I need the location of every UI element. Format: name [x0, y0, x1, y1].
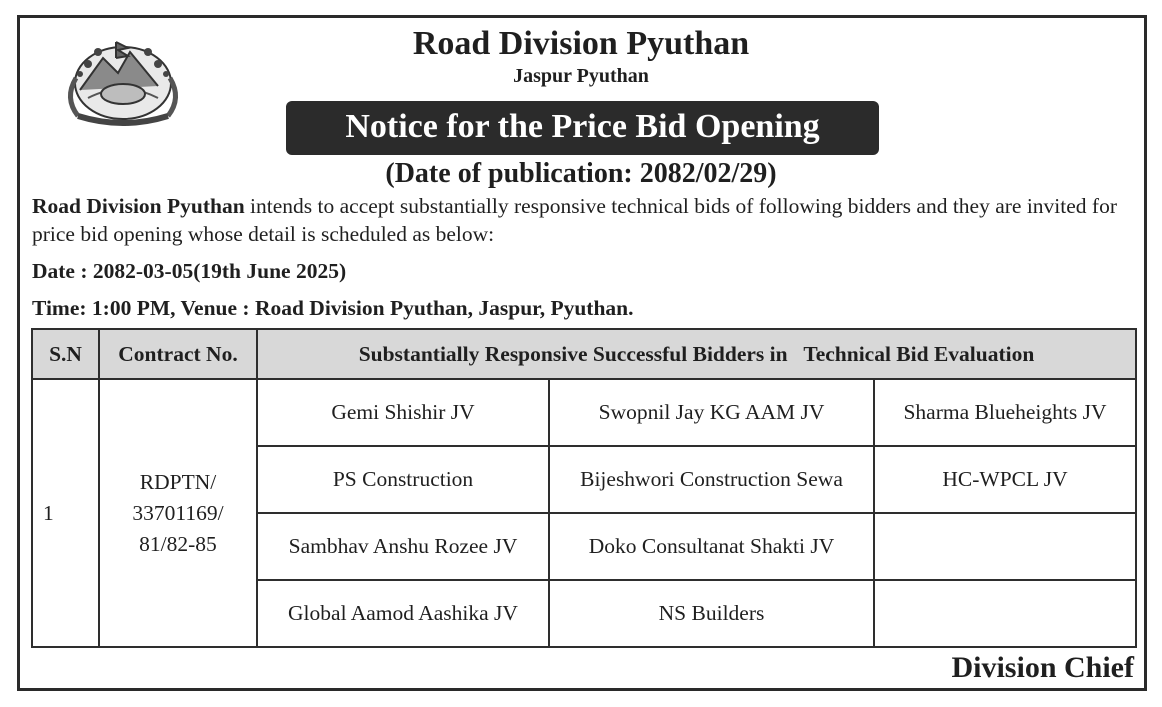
bidder-cell: Global Aamod Aashika JV — [257, 580, 549, 647]
bidder-cell-empty — [874, 513, 1136, 580]
notice-title-banner: Notice for the Price Bid Opening — [286, 101, 879, 155]
bidder-cell-empty — [874, 580, 1136, 647]
schedule-date: Date : 2082-03-05(19th June 2025) — [32, 259, 347, 283]
bidder-cell: PS Construction — [257, 446, 549, 513]
contract-line: 33701169/ — [132, 500, 224, 525]
table-row — [32, 379, 1136, 446]
bidder-cell: Sharma Blueheights JV — [874, 379, 1136, 446]
bidder-cell: Bijeshwori Construction Sewa — [549, 446, 874, 513]
signatory: Division Chief — [951, 651, 1134, 684]
table-header-row — [32, 329, 1136, 379]
bidder-cell: Gemi Shishir JV — [257, 379, 549, 446]
cell-contract-no — [99, 379, 257, 647]
intro-text: intends to accept substantially responsive technical bids of following bidders and they are invited for price bid opening whose detail is scheduled as below: — [32, 194, 1117, 246]
cell-sn: 1 — [32, 379, 99, 647]
publication-date: (Date of publication: 2082/02/29) — [385, 158, 777, 189]
schedule-time-venue: Time: 1:00 PM, Venue : Road Division Pyuthan, Jaspur, Pyuthan. — [32, 296, 634, 320]
bidder-cell: HC-WPCL JV — [874, 446, 1136, 513]
header-contract-no: Contract No. — [99, 329, 257, 379]
header-bidders: Substantially Responsive Successful Bidders in Technical Bid Evaluation — [257, 329, 1136, 379]
header-sn: S.N — [32, 329, 99, 379]
intro-paragraph — [32, 192, 1142, 248]
contract-line: RDPTN/ — [139, 469, 217, 494]
bidder-cell: Doko Consultanat Shakti JV — [549, 513, 874, 580]
contract-line: 81/82-85 — [139, 531, 217, 556]
bidders-table — [31, 328, 1137, 648]
bidder-cell: NS Builders — [549, 580, 874, 647]
bidder-cell: Sambhav Anshu Rozee JV — [257, 513, 549, 580]
intro-bold-lead: Road Division Pyuthan — [32, 194, 245, 218]
bidder-cell: Swopnil Jay KG AAM JV — [549, 379, 874, 446]
office-name: Road Division Pyuthan — [412, 25, 750, 62]
office-address: Jaspur Pyuthan — [513, 65, 649, 87]
